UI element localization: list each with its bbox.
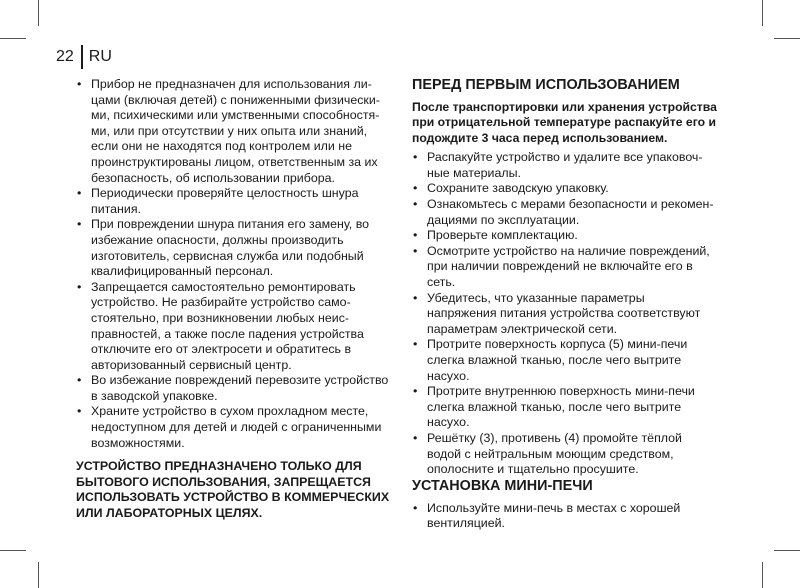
right-column: [412, 77, 717, 532]
list-item: • Во избежание повреждений перевозите устройство в заводской упаковке.: [76, 373, 391, 404]
crop-mark: [38, 0, 39, 26]
left-column: [76, 77, 391, 534]
crop-mark: [762, 0, 763, 26]
list-item: • Периодически проверяйте целостность шнура питания.: [76, 186, 391, 217]
list-item: • Сохраните заводскую упаковку.: [412, 181, 717, 197]
safety-list: [76, 77, 391, 451]
list-item: • При повреждении шнура питания его замену, во избежание опасности, должны производить изготовитель, сервисная служба или подобный квалифицированный персонал.: [76, 217, 391, 279]
section-heading: УСТАНОВКА МИНИ-ПЕЧИ: [412, 477, 593, 494]
list-item: • Протрите поверхность корпуса (5) мини-печи слегка влажной тканью, после чего вытрите насухо.: [412, 337, 717, 384]
list-item: • Проверьте комплектацию.: [412, 228, 717, 244]
list-item: • Убедитесь, что указанные параметры напряжения питания устройства соответствуют параметрам электрической сети.: [412, 291, 717, 338]
crop-mark: [0, 38, 26, 39]
page-number: 22: [56, 48, 74, 65]
list-item: • Используйте мини-печь в местах с хорошей вентиляцией.: [412, 501, 717, 532]
crop-mark: [38, 562, 39, 588]
installation-list: [412, 501, 717, 532]
before-first-use-list: [412, 150, 717, 477]
list-item: • Запрещается самостоятельно ремонтировать устройство. Не разбирайте устройство самостоятельно, при возникновении любых неисправностей, а также после падения устройства отключите его от электросети и обратитесь в авторизованный сервисный центр.: [76, 280, 391, 374]
crop-mark: [0, 550, 26, 551]
section-heading: ПЕРЕД ПЕРВЫМ ИСПОЛЬЗОВАНИЕМ: [412, 77, 680, 93]
household-use-warning: УСТРОЙСТВО ПРЕДНАЗНАЧЕНО ТОЛЬКО ДЛЯ БЫТОВОГО ИСПОЛЬЗОВАНИЯ, ЗАПРЕЩАЕТСЯ ИСПОЛЬЗОВАТЬ УСТРОЙСТВО В КОММЕРЧЕСКИХ ИЛИ ЛАБОРАТОРНЫХ ЦЕЛЯХ.: [76, 459, 390, 521]
list-item: • Храните устройство в сухом прохладном месте, недоступном для детей и людей с ограниченными возможностями.: [76, 404, 391, 451]
header-divider: [81, 45, 83, 69]
list-item: • Осмотрите устройство на наличие повреждений, при наличии повреждений не включайте его в сеть.: [412, 244, 717, 291]
crop-mark: [774, 38, 800, 39]
list-item: • Протрите внутреннюю поверхность мини-печи слегка влажной тканью, после чего вытрите насухо.: [412, 384, 717, 431]
section-intro: После транспортировки или хранения устройства при отрицательной температуре распакуйте его и подождите 3 часа перед использованием.: [412, 100, 717, 145]
list-item: • Распакуйте устройство и удалите все упаковочные материалы.: [412, 150, 717, 181]
page-header: [56, 44, 112, 70]
list-item: • Прибор не предназначен для использования лицами (включая детей) с пониженными физическими, психическими или умственными способностями, или при отсутствии у них опыта или знаний, если они не находятся под контролем или не проинструктированы лицом, ответственным за их безопасность, об использовании прибора.: [76, 77, 391, 186]
list-item: • Решётку (3), противень (4) промойте тёплой водой с нейтральным моющим средством, ополосните и тщательно просушите.: [412, 431, 717, 478]
language-code: RU: [88, 48, 112, 65]
crop-mark: [762, 562, 763, 588]
crop-mark: [774, 550, 800, 551]
list-item: • Ознакомьтесь с мерами безопасности и рекомендациями по эксплуатации.: [412, 197, 717, 228]
